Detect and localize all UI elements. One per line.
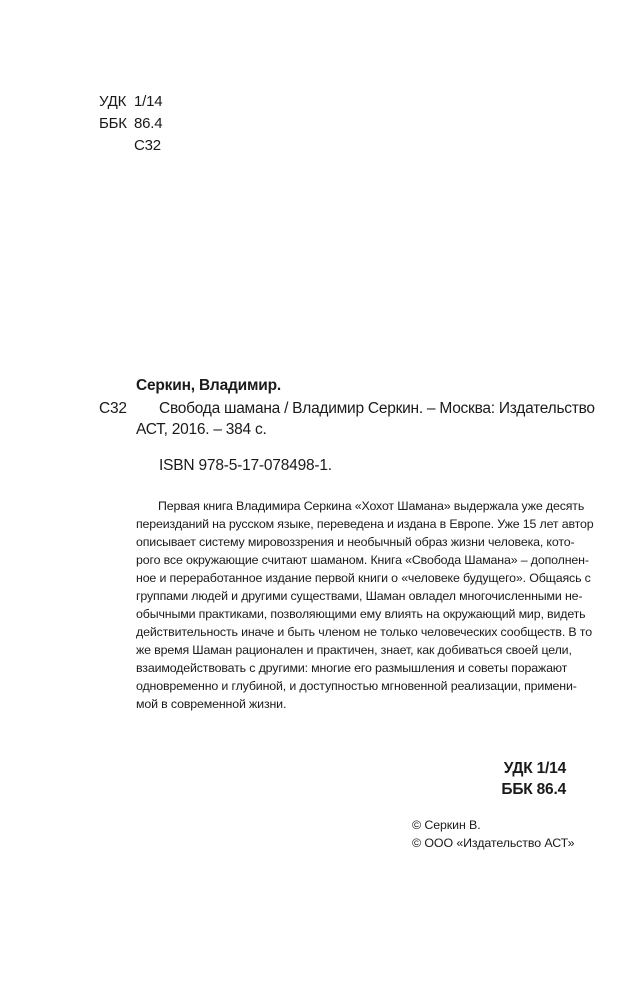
copyright-publisher: © ООО «Издательство АСТ»: [412, 836, 575, 850]
abstract-line: Первая книга Владимира Серкина «Хохот Шамана» выдержала уже десять: [158, 499, 585, 513]
bibliographic-description-line2: АСТ, 2016. – 384 с.: [136, 421, 267, 438]
abstract-line: одновременно и глубиной, и доступностью мгновенной реализации, примени-: [136, 679, 577, 693]
isbn: ISBN 978-5-17-078498-1.: [159, 457, 332, 474]
abstract-line: рого все окружающие считают шаманом. Книга «Свобода Шамана» – дополнен-: [136, 553, 589, 567]
abstract-line: переизданий на русском языке, переведена и издана в Европе. Уже 15 лет автор: [136, 517, 594, 531]
udk-bottom: УДК 1/14: [503, 760, 566, 777]
bibliographic-description-line1: Свобода шамана / Владимир Серкин. – Москва: Издательство: [159, 400, 595, 417]
author-name: Серкин, Владимир.: [136, 377, 281, 394]
abstract-line: группами людей и другими существами, Шаман овладел многочисленными не-: [136, 589, 583, 603]
bbk-bottom: ББК 86.4: [501, 781, 566, 798]
bbk-label: ББК: [99, 115, 127, 132]
abstract-line: ное и переработанное издание первой книги о «человеке будущего». Общаясь с: [136, 571, 591, 585]
author-sign: С32: [99, 400, 127, 417]
author-sign-top: С32: [134, 137, 161, 154]
abstract-line: взаимодействовать с другими: многие его размышления и советы поражают: [136, 661, 568, 675]
abstract-line: действительность иначе и быть членом не только человеческих сообществ. В то: [136, 625, 592, 639]
abstract-paragraph: [136, 497, 594, 713]
abstract-line: мой в современной жизни.: [136, 697, 287, 711]
udk-value: 1/14: [134, 93, 163, 110]
bbk-value: 86.4: [134, 115, 163, 132]
udk-label: УДК: [99, 93, 127, 110]
abstract-line: же время Шаман рационален и практичен, знает, как добиваться своей цели,: [136, 643, 572, 657]
abstract-line: описывает систему мировоззрения и необычный образ жизни человека, кото-: [136, 535, 575, 549]
copyright-author: © Серкин В.: [412, 818, 481, 832]
abstract-line: обычными практиками, позволяющими ему влиять на окружающий мир, видеть: [136, 607, 586, 621]
